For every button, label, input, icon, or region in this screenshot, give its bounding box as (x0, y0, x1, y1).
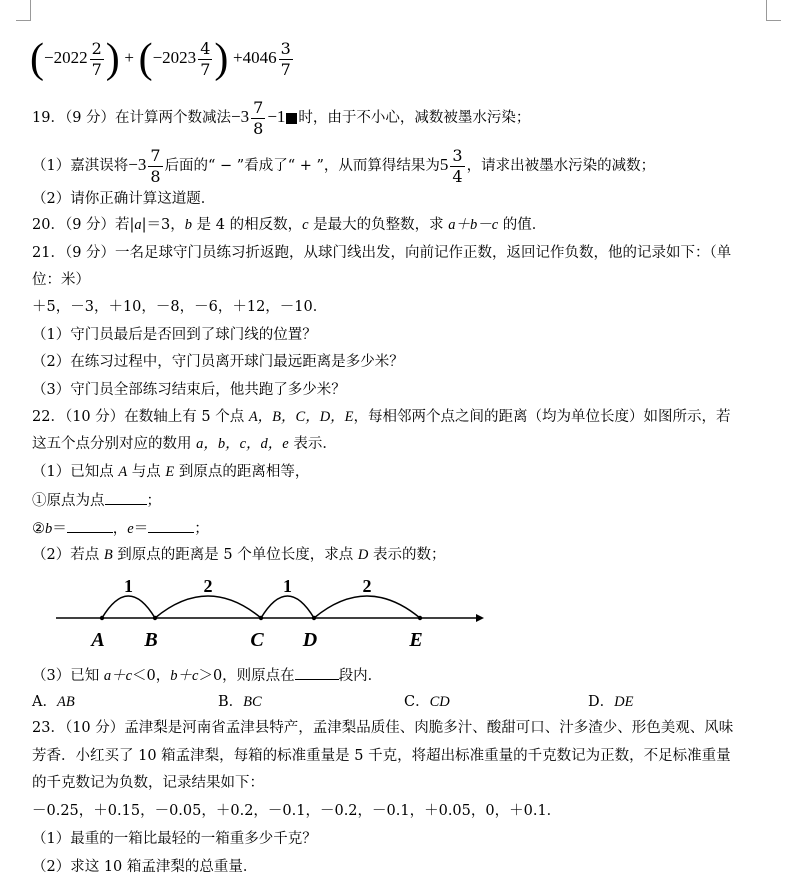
q23-sub1: （1）最重的一箱比最轻的一箱重多少千克？ (32, 831, 317, 847)
q23-record: －0.25，＋0.15，－0.05，＋0.2，－0.1，－0.2，－0.1，＋0.05，0，＋0.1． (32, 803, 562, 819)
gap-label: 2 (362, 576, 372, 596)
q20-stem: 20．（9 分）若|a|＝3，b 是 4 的相反数，c 是最大的负整数，求 a＋b－c 的值． (32, 217, 547, 233)
number-line-svg (52, 572, 492, 652)
option-d[interactable]: D．DE (588, 694, 634, 710)
q23-sub2: （2）求这 10 箱孟津梨的总重量． (32, 859, 258, 875)
point-dot (418, 616, 422, 620)
point-dot (153, 616, 157, 620)
q22-sub1-blank1: ①原点为点 ； (32, 490, 161, 511)
point-label: B (144, 629, 158, 651)
q19-sub2: （2）请你正确计算这道题． (32, 191, 216, 207)
corner-mark-left (16, 0, 31, 21)
option-a[interactable]: A．AB (32, 694, 75, 710)
gap-label: 2 (203, 576, 213, 596)
q23-stem-line1: 23．（10 分）孟津梨是河南省孟津县特产，孟津梨品质佳、肉脆多汁、酸甜可口、汁多渣少、形色美观、风味 (32, 720, 734, 736)
q22-sub3: （3）已知 a＋c＜0，b＋c＞0，则原点在 段内． (32, 665, 382, 686)
q22-sub2: （2）若点 B 到原点的距离是 5 个单位长度，求点 D 表示的数； (32, 547, 446, 563)
fraction: $\frac{3}{4}$ (452, 145, 463, 186)
q22-stem-line2: 这五个点分别对应的数用 a，b，c，d，e 表示． (32, 436, 337, 452)
point-label: D (302, 629, 318, 651)
answer-blank[interactable] (295, 665, 339, 680)
point-label: C (250, 629, 264, 651)
q21-record: ＋5，－3，＋10，－8，－6，＋12，－10． (32, 299, 328, 315)
fraction: $\frac{4}{7}$ (200, 38, 211, 79)
q23-stem-line2: 芳香．小红买了 10 箱孟津梨，每箱的标准重量是 5 千克，将超出标准重量的千克数记为正数，不足标准重量 (32, 748, 731, 764)
gap-arc (261, 596, 314, 618)
q19-stem: 19．（9 分）在计算两个数减法−3 $\frac{7}{8}$ −1 时，由于不小心，减数被墨水污染； (32, 97, 531, 138)
q21-sub2: （2）在练习过程中，守门员离开球门最远距离是多少米？ (32, 354, 404, 370)
gap-arc (314, 596, 420, 618)
top-expression: (−2022 $\frac{2}{7}$ ) + (−2023 $\frac{4}{7}$ ) +4046 $\frac{3}{7}$ (30, 36, 291, 82)
point-dot (312, 616, 316, 620)
point-label: A (91, 629, 105, 651)
fraction: $\frac{7}{8}$ (253, 97, 264, 138)
point-dot (259, 616, 263, 620)
q22-sub1: （1）已知点 A 与点 E 到原点的距离相等， (32, 464, 310, 480)
point-dot (100, 616, 104, 620)
axis-arrow-icon (476, 614, 484, 622)
answer-blank[interactable] (105, 490, 147, 505)
option-b[interactable]: B．BC (218, 694, 262, 710)
number-line-figure (52, 572, 492, 652)
fraction: $\frac{3}{7}$ (280, 38, 291, 79)
q22-sub1-blank2: ②b＝ ，e＝ ； (32, 518, 209, 539)
ink-stain-icon (286, 113, 297, 124)
option-c[interactable]: C．CD (404, 694, 450, 710)
q21-sub1: （1）守门员最后是否回到了球门线的位置？ (32, 327, 317, 343)
answer-blank[interactable] (148, 518, 194, 533)
corner-mark-right (766, 0, 781, 21)
answer-blank[interactable] (67, 518, 113, 533)
fraction: $\frac{2}{7}$ (91, 38, 102, 79)
gap-label: 1 (283, 576, 292, 596)
gap-arc (102, 596, 155, 618)
q19-sub1: （1）嘉淇误将−3 $\frac{7}{8}$ 后面的“ − ”看成了“ + ”，从而算得结果为5 $\frac{3}{4}$ ，请求出被墨水污染的减数； (32, 145, 656, 186)
q21-sub3: （3）守门员全部练习结束后，他共跑了多少米？ (32, 382, 346, 398)
point-label: E (409, 629, 423, 651)
q21-stem-line2: 位：米） (32, 272, 90, 288)
gap-arc (155, 596, 261, 618)
gap-label: 1 (124, 576, 133, 596)
fraction: $\frac{7}{8}$ (150, 145, 161, 186)
q22-stem-line1: 22．（10 分）在数轴上有 5 个点 A，B，C，D，E，每相邻两个点之间的距离（均为单位长度）如图所示，若 (32, 409, 731, 425)
q21-stem-line1: 21．（9 分）一名足球守门员练习折返跑，从球门线出发，向前记作正数，返回记作负数，他的记录如下：（单 (32, 245, 732, 261)
q23-stem-line3: 的千克数记为负数，记录结果如下： (32, 775, 264, 791)
